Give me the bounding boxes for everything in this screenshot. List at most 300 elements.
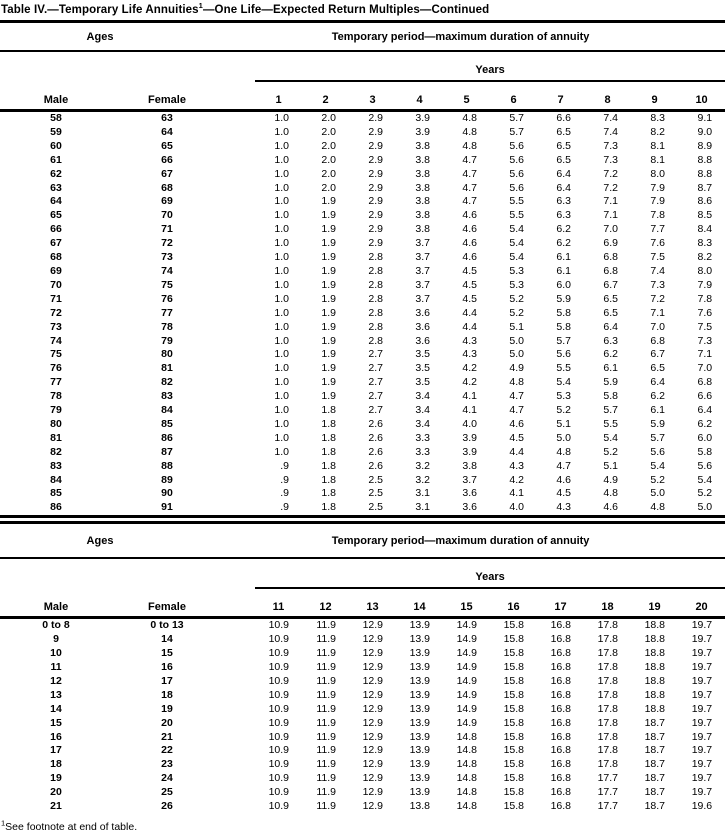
multiple-value-cell: 17.8 [597,633,618,646]
multiple-value-cell: 18.8 [644,619,665,632]
table-row [0,703,725,717]
multiple-value-cell: 10.9 [268,619,289,632]
multiple-value-cell: 12.9 [362,647,383,660]
male-age-cell: 79 [50,404,62,417]
multiple-value-cell: 4.6 [556,473,571,486]
multiple-value-cell: 16.8 [550,633,571,646]
multiple-value-cell: 16.8 [550,619,571,632]
multiple-value-cell: 3.5 [415,376,430,389]
multiple-value-cell: 2.8 [368,278,383,291]
multiple-value-cell: 1.0 [274,237,289,250]
multiple-value-cell: 3.9 [462,445,477,458]
group-header-row [0,524,725,558]
multiple-value-cell: 12.9 [362,661,383,673]
multiple-value-cell: 12.9 [362,758,383,771]
female-age-cell: 80 [161,348,173,361]
multiple-value-cell: 7.2 [650,292,665,305]
spacer-column-header [222,81,255,111]
multiple-value-cell: 7.4 [603,112,618,124]
multiple-value-cell: 1.9 [321,251,336,264]
multiple-value-cell: 1.9 [321,209,336,222]
multiple-value-cell: 3.3 [415,431,430,444]
table-row [0,661,725,675]
multiple-value-cell: 2.8 [368,264,383,277]
multiple-value-cell: 3.8 [415,181,430,194]
multiple-value-cell: 4.4 [462,306,477,319]
multiple-value-cell: 15.8 [503,702,524,715]
spacer-cell [222,321,255,335]
multiple-value-cell: 2.7 [368,376,383,389]
multiple-value-cell: 2.7 [368,348,383,361]
multiple-value-cell: 2.5 [368,501,383,514]
multiple-value-cell: 17.7 [597,786,618,799]
multiple-value-cell: 14.8 [456,786,477,799]
multiple-value-cell: 5.0 [556,431,571,444]
male-age-cell: 60 [50,139,62,152]
multiple-value-cell: 6.1 [556,264,571,277]
multiple-value-cell: 2.8 [368,334,383,347]
female-age-cell: 68 [161,181,173,194]
year-column-header: 15 [443,588,490,618]
multiple-value-cell: 6.8 [603,264,618,277]
multiple-value-cell: 2.6 [368,445,383,458]
multiple-value-cell: 18.7 [644,786,665,799]
spacer-cell [222,251,255,265]
male-age-cell: 73 [50,320,62,333]
multiple-value-cell: 5.7 [509,112,524,124]
multiple-value-cell: 12.9 [362,633,383,646]
multiple-value-cell: 1.0 [274,362,289,375]
multiple-value-cell: 16.8 [550,744,571,757]
multiple-value-cell: 16.8 [550,647,571,660]
multiple-value-cell: 13.9 [409,730,430,743]
table-row [0,772,725,786]
multiple-value-cell: 2.9 [368,237,383,250]
multiple-value-cell: 12.9 [362,730,383,743]
multiple-value-cell: 11.9 [316,688,336,701]
multiple-value-cell: 5.4 [697,473,713,486]
multiple-value-cell: 17.8 [597,674,618,687]
multiple-value-cell: 1.8 [321,404,336,417]
multiple-value-cell: 1.8 [321,473,336,486]
multiple-value-cell: 11.9 [316,619,336,632]
table-row [0,647,725,661]
multiple-value-cell: 19.7 [691,744,713,757]
multiple-value-cell: 13.9 [409,647,430,660]
multiple-value-cell: 3.1 [415,487,430,500]
multiple-value-cell: 6.4 [650,376,665,389]
multiple-value-cell: 16.8 [550,786,571,799]
male-age-cell: 0 to 8 [42,619,70,632]
multiple-value-cell: 19.7 [691,730,713,743]
male-age-cell: 10 [50,647,62,660]
spacer-cell [222,348,255,362]
multiple-value-cell: 2.9 [368,195,383,208]
spacer-cell [222,390,255,404]
multiple-value-cell: 4.8 [556,445,571,458]
multiple-value-cell: 5.7 [603,404,618,417]
female-age-cell: 79 [161,334,173,347]
spacer-cell [222,279,255,293]
multiple-value-cell: 3.7 [462,473,477,486]
multiple-value-cell: 15.8 [503,633,524,646]
multiple-value-cell: 6.8 [697,376,713,389]
annuity-table-years-1-10 [0,23,725,515]
multiple-value-cell: 6.8 [650,334,665,347]
multiple-value-cell: 1.8 [321,459,336,472]
year-column-header: 13 [349,588,396,618]
female-age-cell: 26 [161,800,173,813]
temporary-period-group-header: Temporary period—maximum duration of annuity [222,23,725,51]
multiple-value-cell: 2.7 [368,362,383,375]
multiple-value-cell: 5.2 [603,445,618,458]
multiple-value-cell: .9 [280,501,289,514]
multiple-value-cell: 19.6 [691,800,713,813]
multiple-value-cell: 5.0 [509,348,524,361]
male-age-cell: 14 [50,702,62,715]
multiple-value-cell: 5.0 [509,334,524,347]
multiple-value-cell: 6.1 [650,404,665,417]
table-row [0,154,725,168]
multiple-value-cell: 4.9 [509,362,524,375]
spacer-cell [222,376,255,390]
multiple-value-cell: 6.5 [556,125,571,138]
table-row [0,362,725,376]
multiple-value-cell: 4.2 [509,473,524,486]
multiple-value-cell: 4.3 [509,459,524,472]
temporary-period-group-header: Temporary period—maximum duration of annuity [222,524,725,558]
multiple-value-cell: 3.4 [415,417,430,430]
multiple-value-cell: 6.1 [603,362,618,375]
spacer-cell [222,154,255,168]
spacer-cell [222,772,255,786]
male-age-cell: 21 [50,800,62,813]
multiple-value-cell: 5.9 [650,417,665,430]
spacer-cell [222,786,255,800]
multiple-value-cell: 3.8 [462,459,477,472]
multiple-value-cell: 7.0 [697,362,713,375]
multiple-value-cell: 7.1 [603,209,618,222]
multiple-value-cell: 5.4 [556,376,571,389]
multiple-value-cell: 11.9 [316,758,336,771]
multiple-value-cell: 1.0 [274,153,289,166]
table-row [0,460,725,474]
annuity-table-years-11-20 [0,524,725,814]
multiple-value-cell: 3.8 [415,167,430,180]
female-age-cell: 67 [161,167,173,180]
multiple-value-cell: 11.9 [316,674,336,687]
multiple-value-cell: 18.7 [644,800,665,813]
multiple-value-cell: 10.9 [268,647,289,660]
male-age-cell: 11 [50,661,62,673]
male-age-cell: 85 [50,487,62,500]
multiple-value-cell: 19.7 [691,758,713,771]
multiple-value-cell: 19.7 [691,772,713,785]
table-row [0,126,725,140]
table-row [0,689,725,703]
multiple-value-cell: 1.9 [321,223,336,236]
multiple-value-cell: .9 [280,487,289,500]
table-row [0,446,725,460]
multiple-value-cell: 1.0 [274,348,289,361]
male-age-cell: 75 [50,348,62,361]
multiple-value-cell: 5.6 [650,445,665,458]
male-age-cell: 9 [53,633,59,646]
male-age-cell: 58 [50,112,62,124]
multiple-value-cell: 8.8 [697,167,713,180]
multiple-value-cell: 3.9 [415,112,430,124]
table-row [0,195,725,209]
female-age-cell: 91 [161,501,173,514]
table-row [0,744,725,758]
multiple-value-cell: 1.9 [321,334,336,347]
male-age-cell: 18 [50,758,62,771]
multiple-value-cell: 5.6 [509,153,524,166]
year-column-header: 3 [349,81,396,111]
multiple-value-cell: 11.9 [316,716,336,729]
multiple-value-cell: 2.0 [321,167,336,180]
multiple-value-cell: 1.9 [321,320,336,333]
multiple-value-cell: 6.4 [556,181,571,194]
multiple-value-cell: 17.8 [597,688,618,701]
multiple-value-cell: 3.2 [415,459,430,472]
male-age-cell: 67 [50,237,62,250]
multiple-value-cell: 19.7 [691,716,713,729]
multiple-value-cell: 11.9 [316,661,336,673]
multiple-value-cell: 15.8 [503,800,524,813]
multiple-value-cell: 6.6 [697,390,713,403]
multiple-value-cell: .9 [280,473,289,486]
multiple-value-cell: 5.2 [509,306,524,319]
multiple-value-cell: 14.8 [456,772,477,785]
multiple-value-cell: 1.0 [274,112,289,124]
female-age-cell: 81 [161,362,173,375]
multiple-value-cell: 4.7 [462,181,477,194]
multiple-value-cell: 14.9 [456,674,477,687]
multiple-value-cell: 3.3 [415,445,430,458]
multiple-value-cell: 12.9 [362,772,383,785]
multiple-value-cell: 2.6 [368,431,383,444]
multiple-value-cell: 4.3 [556,501,571,514]
multiple-value-cell: 3.7 [415,278,430,291]
table-row [0,293,725,307]
male-age-cell: 84 [50,473,62,486]
multiple-value-cell: 19.7 [691,688,713,701]
multiple-value-cell: 1.0 [274,181,289,194]
male-age-cell: 78 [50,390,62,403]
multiple-value-cell: 12.9 [362,716,383,729]
multiple-value-cell: 13.9 [409,716,430,729]
multiple-value-cell: 7.8 [650,209,665,222]
multiple-value-cell: 14.9 [456,661,477,673]
multiple-value-cell: 13.9 [409,688,430,701]
multiple-value-cell: 3.4 [415,404,430,417]
multiple-value-cell: 14.9 [456,647,477,660]
multiple-value-cell: 2.5 [368,487,383,500]
multiple-value-cell: 15.8 [503,688,524,701]
multiple-value-cell: 10.9 [268,772,289,785]
male-age-cell: 86 [50,501,62,514]
multiple-value-cell: 3.6 [415,334,430,347]
spacer-column-header [222,588,255,618]
multiple-value-cell: 13.9 [409,744,430,757]
multiple-value-cell: 5.4 [603,431,618,444]
multiple-value-cell: 1.0 [274,125,289,138]
table-row [0,487,725,501]
multiple-value-cell: 6.5 [556,153,571,166]
multiple-value-cell: 1.0 [274,195,289,208]
spacer-cell [222,647,255,661]
multiple-value-cell: 5.3 [509,264,524,277]
multiple-value-cell: 10.9 [268,800,289,813]
multiple-value-cell: 10.9 [268,730,289,743]
multiple-value-cell: 3.1 [415,501,430,514]
section-divider-double-rule [0,515,725,524]
multiple-value-cell: 15.8 [503,744,524,757]
multiple-value-cell: 6.6 [556,112,571,124]
spacer-cell [222,168,255,182]
table-row [0,321,725,335]
multiple-value-cell: 6.5 [603,292,618,305]
footnote [0,818,725,833]
multiple-value-cell: 8.3 [650,112,665,124]
multiple-value-cell: 1.0 [274,376,289,389]
table-row [0,279,725,293]
multiple-value-cell: 7.4 [650,264,665,277]
table-row [0,209,725,223]
multiple-value-cell: 1.0 [274,264,289,277]
multiple-value-cell: 2.9 [368,181,383,194]
male-age-cell: 17 [50,744,62,757]
multiple-value-cell: 1.0 [274,404,289,417]
year-column-header: 4 [396,81,443,111]
multiple-value-cell: 3.5 [415,348,430,361]
multiple-value-cell: 1.0 [274,209,289,222]
multiple-value-cell: 13.8 [409,800,430,813]
multiple-value-cell: 19.7 [691,647,713,660]
spacer-cell [222,460,255,474]
multiple-value-cell: 5.2 [650,473,665,486]
multiple-value-cell: 14.9 [456,619,477,632]
multiple-value-cell: 7.4 [603,125,618,138]
spacer-cell [222,703,255,717]
table-row [0,182,725,196]
year-column-header: 10 [678,81,725,111]
multiple-value-cell: 7.1 [603,195,618,208]
male-age-cell: 69 [50,264,62,277]
female-age-cell: 88 [161,459,173,472]
table-row [0,404,725,418]
multiple-value-cell: 4.5 [462,292,477,305]
multiple-value-cell: 4.8 [462,139,477,152]
multiple-value-cell: 12.9 [362,619,383,632]
multiple-value-cell: 2.9 [368,112,383,124]
multiple-value-cell: 17.8 [597,744,618,757]
multiple-value-cell: 12.9 [362,702,383,715]
multiple-value-cell: 1.9 [321,348,336,361]
year-column-header: 2 [302,81,349,111]
male-age-cell: 61 [50,153,62,166]
multiple-value-cell: 15.8 [503,647,524,660]
spacer-cell [222,800,255,814]
table-row [0,675,725,689]
male-age-cell: 20 [50,786,62,799]
multiple-value-cell: 15.8 [503,674,524,687]
multiple-value-cell: 18.8 [644,647,665,660]
multiple-value-cell: 12.9 [362,688,383,701]
table-row [0,376,725,390]
multiple-value-cell: 4.8 [509,376,524,389]
table-row [0,633,725,647]
multiple-value-cell: 17.8 [597,716,618,729]
female-age-cell: 65 [161,139,173,152]
multiple-value-cell: 16.8 [550,702,571,715]
multiple-value-cell: 6.2 [697,417,713,430]
multiple-value-cell: 4.5 [556,487,571,500]
table-row [0,618,725,633]
multiple-value-cell: 16.8 [550,716,571,729]
multiple-value-cell: 4.6 [462,223,477,236]
multiple-value-cell: 4.6 [603,501,618,514]
spacer-cell [222,633,255,647]
multiple-value-cell: 10.9 [268,716,289,729]
multiple-value-cell: 8.3 [697,237,713,250]
title-text: Table IV.—Temporary Life Annuities [1,4,199,16]
multiple-value-cell: 1.9 [321,237,336,250]
multiple-value-cell: 4.4 [509,445,524,458]
multiple-value-cell: 5.5 [509,195,524,208]
multiple-value-cell: 12.9 [362,786,383,799]
female-age-cell: 25 [161,786,173,799]
footnote-marker: 1 [1,818,6,828]
spacer-cell [222,404,255,418]
male-age-cell: 15 [50,716,62,729]
multiple-value-cell: 6.3 [556,195,571,208]
multiple-value-cell: 6.5 [603,306,618,319]
year-column-header: 1 [255,81,302,111]
multiple-value-cell: 14.8 [456,744,477,757]
multiple-value-cell: 3.7 [415,264,430,277]
female-age-cell: 21 [161,730,173,743]
multiple-value-cell: 11.9 [316,772,336,785]
multiple-value-cell: 5.6 [509,139,524,152]
multiple-value-cell: 5.8 [697,445,713,458]
multiple-value-cell: 4.7 [462,195,477,208]
years-header-row [0,558,725,588]
male-age-cell: 68 [50,251,62,264]
multiple-value-cell: 10.9 [268,702,289,715]
spacer-cell [222,418,255,432]
multiple-value-cell: 4.5 [462,278,477,291]
multiple-value-cell: 5.5 [556,362,571,375]
multiple-value-cell: 1.0 [274,417,289,430]
multiple-value-cell: 15.8 [503,716,524,729]
table-row [0,348,725,362]
female-age-cell: 15 [161,647,173,660]
multiple-value-cell: 17.8 [597,647,618,660]
female-age-cell: 23 [161,758,173,771]
spacer-cell [222,618,255,633]
multiple-value-cell: 5.4 [509,223,524,236]
table-row [0,307,725,321]
multiple-value-cell: 18.8 [644,633,665,646]
multiple-value-cell: 3.8 [415,153,430,166]
footnote-text: See footnote at end of table. [5,820,138,833]
multiple-value-cell: 3.9 [415,125,430,138]
male-age-cell: 74 [50,334,62,347]
multiple-value-cell: 13.9 [409,772,430,785]
multiple-value-cell: .9 [280,459,289,472]
